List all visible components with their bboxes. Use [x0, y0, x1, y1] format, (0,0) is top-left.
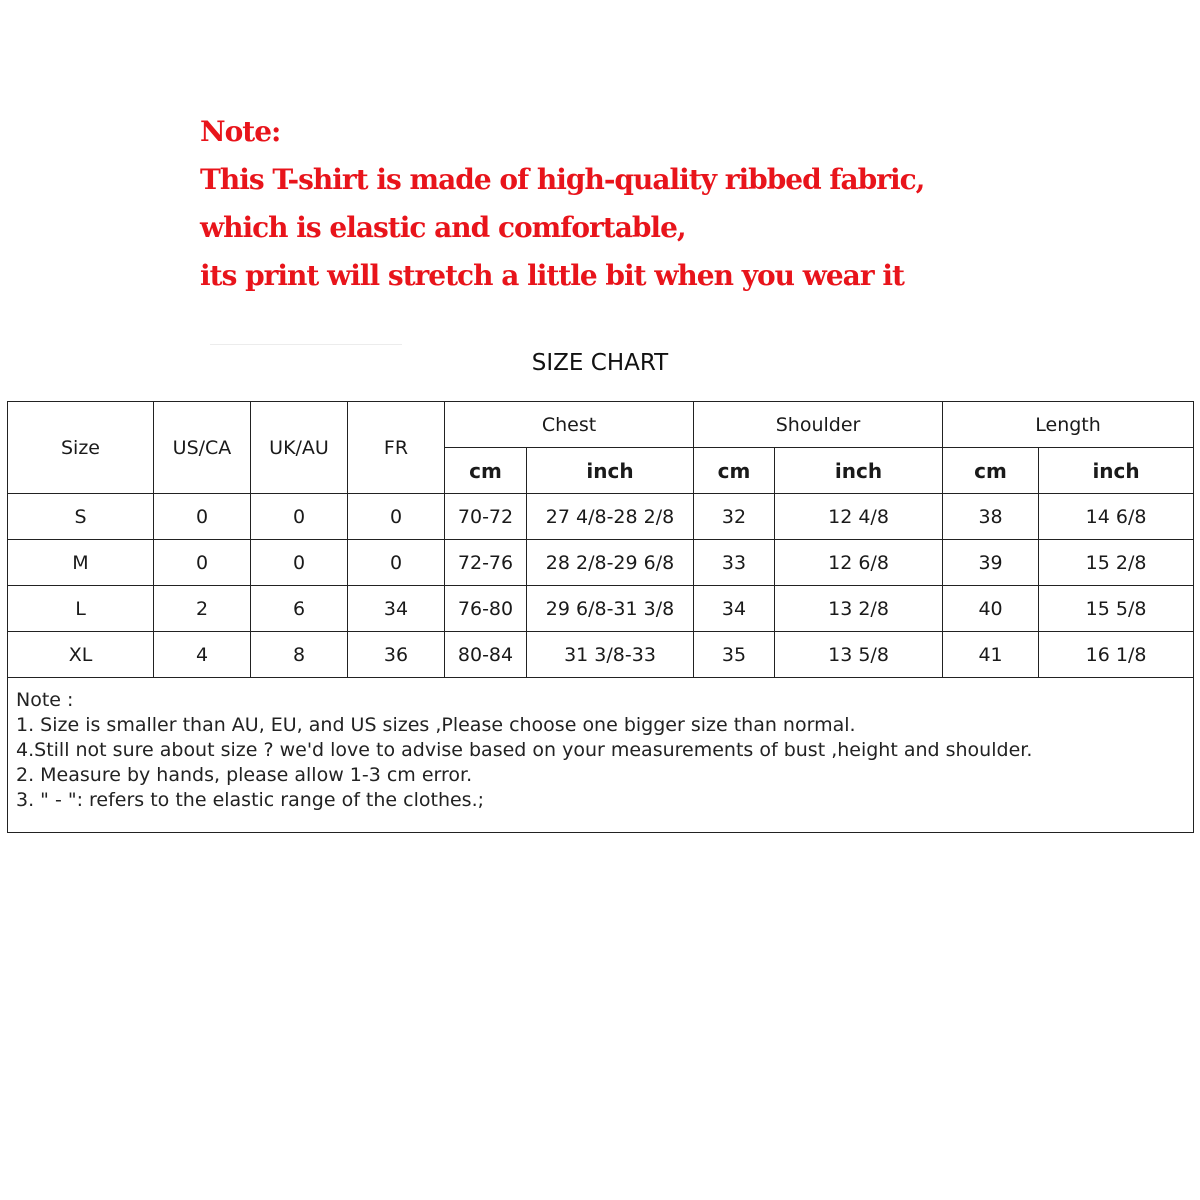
header-shoulder: Shoulder — [694, 402, 943, 448]
cell-length-inch: 15 5/8 — [1039, 586, 1194, 632]
table-row — [8, 586, 1194, 632]
red-note-block — [200, 108, 1160, 300]
cell-shoulder-cm: 32 — [694, 494, 775, 540]
table-row — [8, 494, 1194, 540]
cell-chest-inch: 31 3/8-33 — [527, 632, 694, 678]
header-chest-cm: cm — [445, 448, 527, 494]
header-shoulder-inch: inch — [775, 448, 943, 494]
cell-shoulder-inch: 12 4/8 — [775, 494, 943, 540]
header-length: Length — [943, 402, 1194, 448]
header-length-cm: cm — [943, 448, 1039, 494]
cell-us-ca: 2 — [154, 586, 251, 632]
cell-length-cm: 41 — [943, 632, 1039, 678]
cell-chest-inch: 28 2/8-29 6/8 — [527, 540, 694, 586]
cell-chest-inch: 29 6/8-31 3/8 — [527, 586, 694, 632]
cell-shoulder-inch: 12 6/8 — [775, 540, 943, 586]
cell-chest-cm: 70-72 — [445, 494, 527, 540]
header-fr: FR — [348, 402, 445, 494]
cell-us-ca: 4 — [154, 632, 251, 678]
notes-row — [8, 678, 1194, 833]
header-us-ca: US/CA — [154, 402, 251, 494]
notes-heading: Note : — [16, 689, 74, 711]
cell-us-ca: 0 — [154, 540, 251, 586]
cell-shoulder-inch: 13 2/8 — [775, 586, 943, 632]
header-chest-inch: inch — [527, 448, 694, 494]
red-note-line-1: This T-shirt is made of high-quality ribbed fabric, — [200, 163, 925, 196]
cell-uk-au: 0 — [251, 494, 348, 540]
faint-divider — [210, 344, 402, 345]
cell-shoulder-cm: 34 — [694, 586, 775, 632]
header-length-inch: inch — [1039, 448, 1194, 494]
cell-chest-cm: 76-80 — [445, 586, 527, 632]
cell-uk-au: 6 — [251, 586, 348, 632]
cell-uk-au: 0 — [251, 540, 348, 586]
cell-length-inch: 15 2/8 — [1039, 540, 1194, 586]
cell-fr: 36 — [348, 632, 445, 678]
cell-chest-inch: 27 4/8-28 2/8 — [527, 494, 694, 540]
cell-length-inch: 16 1/8 — [1039, 632, 1194, 678]
cell-size: L — [8, 586, 154, 632]
size-chart-title: SIZE CHART — [531, 350, 669, 376]
cell-size: M — [8, 540, 154, 586]
cell-size: XL — [8, 632, 154, 678]
red-note-line-2: which is elastic and comfortable, — [200, 211, 686, 244]
cell-size: S — [8, 494, 154, 540]
cell-chest-cm: 80-84 — [445, 632, 527, 678]
note-item: 3. " - ": refers to the elastic range of the clothes.; — [16, 789, 485, 811]
cell-chest-cm: 72-76 — [445, 540, 527, 586]
cell-uk-au: 8 — [251, 632, 348, 678]
cell-shoulder-cm: 35 — [694, 632, 775, 678]
cell-length-inch: 14 6/8 — [1039, 494, 1194, 540]
header-uk-au: UK/AU — [251, 402, 348, 494]
cell-fr: 0 — [348, 540, 445, 586]
table-row — [8, 540, 1194, 586]
size-chart-table — [7, 401, 1194, 833]
header-row-1 — [8, 402, 1194, 448]
header-shoulder-cm: cm — [694, 448, 775, 494]
note-item: 1. Size is smaller than AU, EU, and US sizes ,Please choose one bigger size than normal. — [16, 714, 856, 736]
cell-fr: 34 — [348, 586, 445, 632]
table-row — [8, 632, 1194, 678]
note-item: 4.Still not sure about size ? we'd love to advise based on your measurements of bust ,height and shoulder. — [16, 739, 1033, 761]
cell-length-cm: 38 — [943, 494, 1039, 540]
size-notes — [8, 678, 1194, 833]
cell-shoulder-inch: 13 5/8 — [775, 632, 943, 678]
cell-shoulder-cm: 33 — [694, 540, 775, 586]
cell-length-cm: 40 — [943, 586, 1039, 632]
red-note-heading: Note: — [200, 115, 281, 148]
header-size: Size — [8, 402, 154, 494]
cell-us-ca: 0 — [154, 494, 251, 540]
header-chest: Chest — [445, 402, 694, 448]
cell-fr: 0 — [348, 494, 445, 540]
note-item: 2. Measure by hands, please allow 1-3 cm error. — [16, 764, 473, 786]
red-note-line-3: its print will stretch a little bit when you wear it — [200, 259, 904, 292]
cell-length-cm: 39 — [943, 540, 1039, 586]
